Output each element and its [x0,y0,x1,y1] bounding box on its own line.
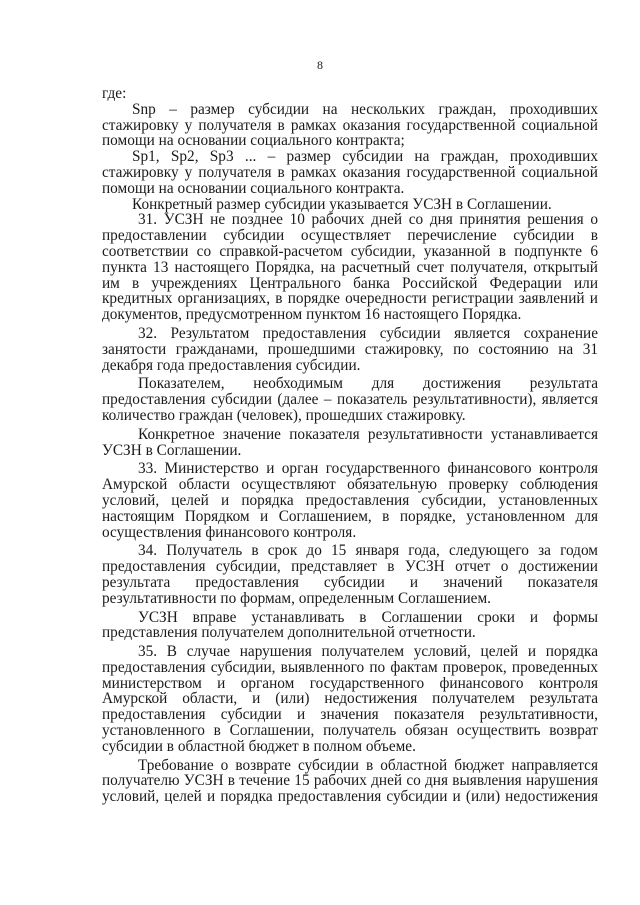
paragraph-32: 32. Результатом предоставления субсидии является сохранение занятости гражданами, прошедшими стажировку, по состоянию на 31 декабря года предоставления субсидии. [102,324,598,374]
paragraph-34: 34. Получатель в срок до 15 января года, следующего за годом предоставления субсидии, представляет в УСЗН отчет о достижении результата предоставления субсидии и значений показателя результативности по формам, определенным Соглашением. [102,542,598,607]
paragraph-where: где: [102,85,127,102]
paragraph-31: 31. УСЗН не позднее 10 рабочих дней со дня принятия решения о предоставлении субсидии осуществляет перечисление субсидии в соответствии со справкой-расчетом субсидии, указанной в подпункте 6 пункта 13 настоящего Порядка, на расчетный счет получателя, открытый им в учреждениях Центрального банка Российской Федерации или кредитных организациях, в порядке очередности регистрации заявлений и документов, предусмотренном пунктом 16 настоящего Порядка. [102,211,598,324]
paragraph-refund-requirement: Требование о возврате субсидии в областной бюджет направляется получателю УСЗН в течение 15 рабочих дней со дня выявления нарушения условий, целей и порядка предоставления субсидии и (или) недостижения [102,756,598,806]
paragraph-additional-reporting: УСЗН вправе устанавливать в Соглашении сроки и формы представления получателем дополнительной отчетности. [102,608,598,642]
page-number: 8 [317,58,323,72]
paragraph-sp-definition: Sp1, Sp2, Sp3 ... – размер субсидии на граждан, проходивших стажировку у получателя в рамках оказания государственной социальной помощи на основании социального контракта. [102,148,598,197]
paragraph-indicator-value: Конкретное значение показателя результативности устанавливается УСЗН в Соглашении. [102,425,598,459]
paragraph-33: 33. Министерство и орган государственного финансового контроля Амурской области осуществляют обязательную проверку соблюдения условий, целей и порядка предоставления субсидии, установленных настоящим Порядком и Соглашением, в порядке, установленном для осуществления финансового контроля. [102,460,598,541]
paragraph-subsidy-amount: Конкретный размер субсидии указывается УСЗН в Соглашении. [132,195,552,213]
paragraph-snp-definition: Snp – размер субсидии на нескольких граждан, проходивших стажировку у получателя в рамках оказания государственной социальной помощи на основании социального контракта; [102,100,598,150]
document-body [102,86,598,805]
paragraph-35: 35. В случае нарушения получателем условий, целей и порядка предоставления субсидии, выявленного по фактам проверок, проведенных министерством и органом государственного финансового контроля Амурской области, и (или) недостижения получателем результата предоставления субсидии и значения показателя результативности, установленного в Соглашении, получатель обязан осуществить возврат субсидии в областной бюджет в полном объеме. [102,643,598,755]
paragraph-indicator: Показателем, необходимым для достижения результата предоставления субсидии (далее – показатель результативности), является количество граждан (человек), прошедших стажировку. [102,375,598,424]
